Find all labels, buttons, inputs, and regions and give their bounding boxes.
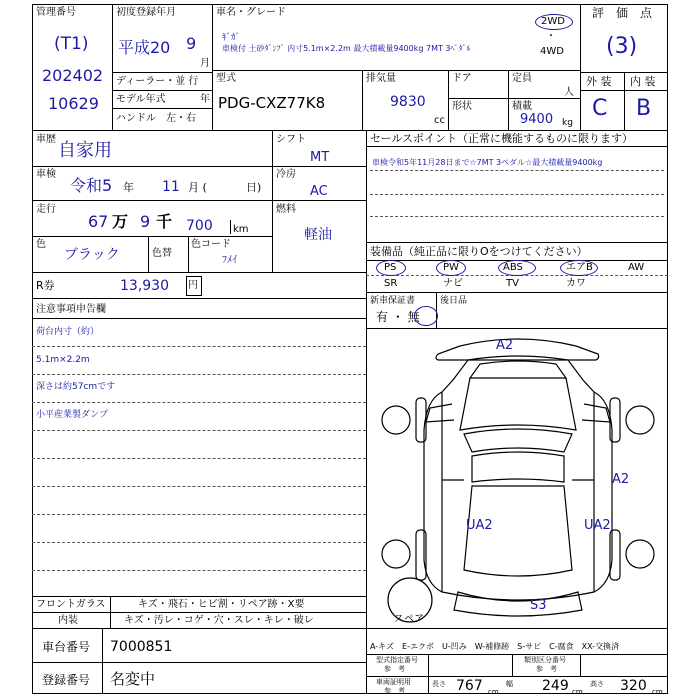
width-label: 幅 <box>506 680 513 688</box>
damage-mark-front: A2 <box>496 338 514 353</box>
equip-aw: AW <box>628 262 645 273</box>
man-unit: 万 <box>112 212 129 231</box>
length-label: 長さ <box>432 680 446 688</box>
color-label: 色 <box>36 239 46 250</box>
kg-unit: kg <box>562 118 573 128</box>
first-reg-month: 9 <box>186 34 197 53</box>
fuel-label: 燃料 <box>276 204 296 215</box>
equip-leather: カワ <box>566 278 586 289</box>
inspection-month-unit: 月 ( <box>188 181 207 194</box>
equip-pw: PW <box>443 262 459 273</box>
type-cert-label: 型式指定番号 <box>376 656 418 664</box>
inspection-month: 11 <box>162 179 180 195</box>
model-year-label: モデル年式 <box>116 94 166 105</box>
damage-mark-right-lower: UA2 <box>584 518 611 533</box>
ac-value: AC <box>310 184 328 199</box>
cc-unit: cc <box>434 115 445 126</box>
equip-ps: PS <box>384 262 397 273</box>
drive-4wd: 4WD <box>540 46 564 57</box>
model-code: PDG-CXZ77K8 <box>218 94 326 112</box>
equipment-title: 装備品（純正品に限りOをつけてください） <box>370 245 588 258</box>
displacement-label: 排気量 <box>366 73 396 84</box>
shift-label: シフト <box>276 134 306 145</box>
height-label: 高さ <box>590 680 604 688</box>
width-unit: cm <box>572 688 583 696</box>
reg-label: 登録番号 <box>42 673 91 687</box>
interior-items: キズ・汚レ・コゲ・穴・スレ・キレ・破レ <box>124 615 314 626</box>
equip-abs: ABS <box>503 262 523 273</box>
sales-title: セールスポイント（正常に機能するものに限ります） <box>370 132 634 145</box>
displacement: 9830 <box>390 94 426 110</box>
sales-line-1: 車検令和5年11月28日まで☆7MT 3ペダル☆最大積載量9400kg <box>372 158 603 167</box>
interior-label: 内装 <box>58 615 78 626</box>
damage-legend: A-キズ E-エクボ U-凹み W-補修跡 S-サビ C-腐食 XX-交換済 <box>370 642 620 651</box>
after-goods-label: 後日品 <box>440 296 468 306</box>
cert-label: 車両証明用 <box>376 678 411 686</box>
door-label: ドア <box>452 73 472 84</box>
color-value: ブラック <box>64 247 120 263</box>
dealer-label: ディーラー・並 行 <box>116 76 199 87</box>
notes-title: 注意事項申告欄 <box>36 304 106 315</box>
mgmt-label: 管理番号 <box>36 7 76 18</box>
fuel-value: 軽油 <box>304 227 332 243</box>
damage-mark-rear: S3 <box>530 598 547 613</box>
first-reg-era: 平成20 <box>118 38 171 57</box>
damage-mark-right: A2 <box>612 472 630 487</box>
month-unit: 月 <box>200 58 210 69</box>
int-grade: B <box>636 96 652 121</box>
year-unit: 年 <box>200 94 210 105</box>
equip-airbag: エアB <box>566 262 593 273</box>
mgmt-t: (T1) <box>54 34 89 54</box>
use-label: 車歴 <box>36 134 56 145</box>
mileage-rest: 700 <box>186 218 213 234</box>
load-value: 9400 <box>520 112 554 127</box>
mileage-man: 67 <box>88 212 109 231</box>
model-label: 型式 <box>216 73 236 84</box>
recycle-unit: 円 <box>188 280 198 291</box>
eval-label: 評 価 点 <box>592 6 653 20</box>
mgmt-no2: 10629 <box>48 94 99 113</box>
note-line-2: 5.1m×2.2m <box>36 355 90 365</box>
mgmt-no1: 202402 <box>42 66 104 85</box>
inspection-year-unit: 年 <box>123 181 134 194</box>
name-grade-label: 車名・グレード <box>216 7 286 18</box>
note-line-4: 小平産業製ダンプ <box>36 410 109 420</box>
car-grade: 車検付 土砂ﾀﾞﾝﾌﾟ 内寸5.1m×2.2m 最大積載量9400kg 7MT 3ﾍﾟﾀﾞﾙ <box>222 44 471 53</box>
first-reg-label: 初度登録年月 <box>116 7 176 18</box>
class-sub: 参 考 <box>536 665 557 673</box>
use-value: 自家用 <box>58 140 112 161</box>
eval-score: (3) <box>606 34 638 59</box>
height-unit: cm <box>652 688 663 696</box>
recycle-label: R券 <box>36 279 55 292</box>
recycle-value: 13,930 <box>120 278 169 294</box>
damage-mark-left-lower: UA2 <box>466 518 493 533</box>
length-value: 767 <box>456 678 483 694</box>
inspection-era: 令和5 <box>70 176 113 195</box>
chassis-label: 車台番号 <box>42 640 91 654</box>
shape-label: 形状 <box>452 101 472 112</box>
spare-label: スペア <box>394 614 424 625</box>
color-code-label: 色コード <box>191 239 231 250</box>
class-label: 類別区分番号 <box>524 656 566 664</box>
width-value: 249 <box>542 678 569 694</box>
handle-label: ハンドル 左・右 <box>116 113 196 124</box>
color-code: ﾌﾒｲ <box>222 255 237 266</box>
note-line-3: 深さは約57cmです <box>36 382 116 392</box>
int-label: 内 装 <box>630 75 656 88</box>
warranty-value: 有 ・ 無 <box>376 310 420 324</box>
cert-sub: 参 考 <box>384 687 405 695</box>
equip-tv: TV <box>506 278 519 289</box>
load-label: 積載 <box>512 101 532 112</box>
equip-navi: ナビ <box>443 278 463 289</box>
car-name: ｷﾞｶﾞ <box>222 33 241 43</box>
length-unit: cm <box>488 688 499 696</box>
mileage-sen: 9 <box>140 212 151 231</box>
reg-value: 名変中 <box>110 670 156 688</box>
type-cert-sub: 参 考 <box>384 665 405 673</box>
mileage-label: 走行 <box>36 204 56 215</box>
ext-label: 外 装 <box>586 75 612 88</box>
capacity-label: 定員 <box>512 73 532 84</box>
equip-sr: SR <box>384 278 398 289</box>
warranty-label: 新車保証書 <box>370 296 416 306</box>
drive-2wd: 2WD <box>541 16 565 27</box>
ext-grade: C <box>592 96 608 121</box>
sen-unit: 千 <box>156 212 173 231</box>
inspection-day-unit: 日) <box>246 181 262 194</box>
note-line-1: 荷台内寸（約） <box>36 327 100 337</box>
capacity-unit: 人 <box>564 87 574 98</box>
km-unit: km <box>233 224 249 235</box>
warranty-none-circle <box>414 306 438 326</box>
inspection-label: 車検 <box>36 169 56 180</box>
front-glass-items: キズ・飛石・ヒビ割・リペア跡・X要 <box>138 599 305 610</box>
drive-dot: ・ <box>546 31 556 42</box>
height-value: 320 <box>620 678 647 694</box>
shift-value: MT <box>310 150 330 165</box>
front-glass-label: フロントガラス <box>36 599 106 610</box>
ac-label: 冷房 <box>276 169 296 180</box>
color-change-label: 色替 <box>152 248 172 259</box>
chassis-value: 7000851 <box>110 639 173 655</box>
